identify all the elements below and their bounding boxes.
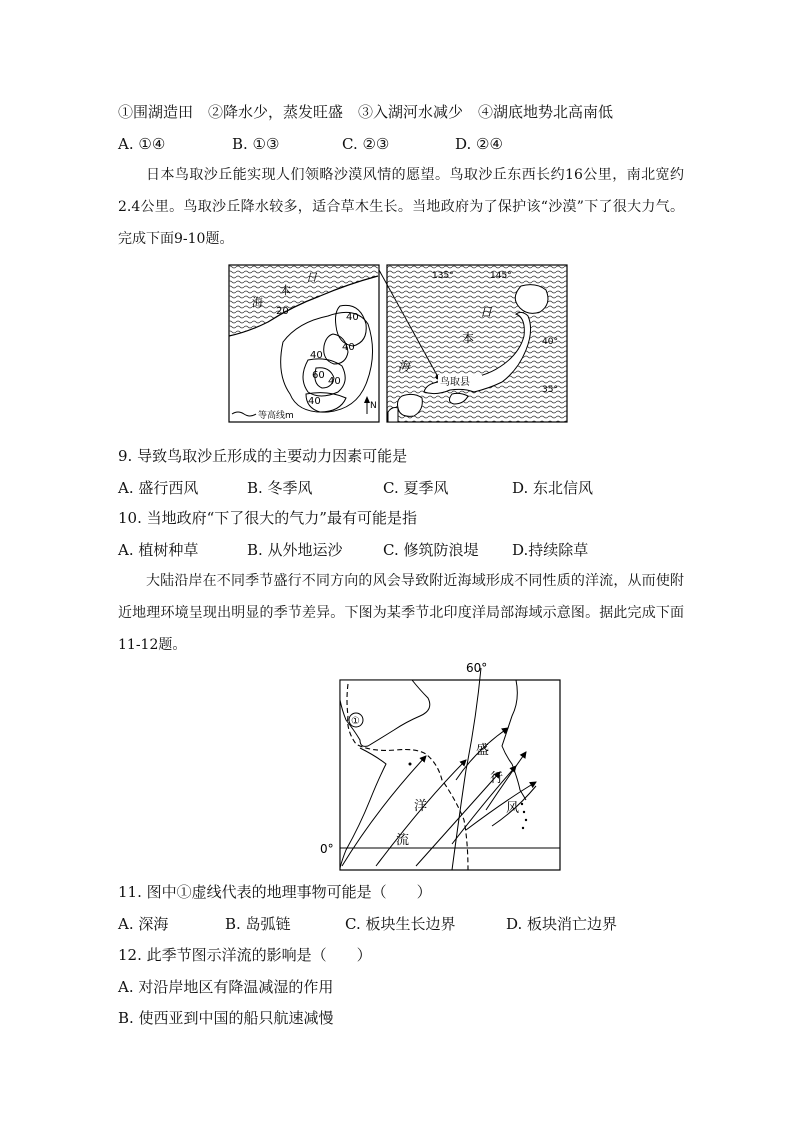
q10-option-d: D.持续除草 — [512, 541, 589, 559]
north-label: N — [370, 401, 377, 411]
island-dot-5 — [409, 763, 412, 766]
lat-label-35: 35° — [542, 385, 558, 395]
q9-option-b: B. 冬季风 — [247, 479, 313, 497]
contour-label-40a: 40 — [346, 312, 359, 323]
lon-label-60: 60° — [466, 661, 488, 675]
contour-label-40b: 40 — [342, 342, 355, 353]
lon-label-145: 145° — [490, 271, 512, 281]
q11-stem: 11. 图中①虚线代表的地理事物可能是（ ） — [118, 883, 432, 901]
tottori-map-figure — [228, 264, 568, 428]
indian-ocean-map — [316, 660, 566, 872]
q9-option-d: D. 东北信风 — [512, 479, 594, 497]
right-sea-label-1: 日 — [480, 305, 493, 319]
tottori-map — [228, 264, 568, 424]
q10-option-c: C. 修筑防浪堤 — [383, 541, 479, 559]
island-dot-1 — [521, 803, 523, 805]
right-sea-label-2: 本 — [462, 331, 475, 345]
q12-stem: 12. 此季节图示洋流的影响是（ ） — [118, 946, 372, 964]
right-sea-label-3: 海 — [398, 359, 411, 373]
lon-label-135: 135° — [432, 271, 454, 281]
q10-stem: 10. 当地政府“下了很大的气力”最有可能是指 — [118, 509, 417, 527]
island-dot-2 — [523, 811, 525, 813]
left-sea-label-1: 日 — [306, 271, 317, 284]
q8-items: ①围湖造田 ②降水少，蒸发旺盛 ③入湖河水减少 ④湖底地势北高南低 — [118, 103, 614, 121]
q11-option-c: C. 板块生长边界 — [345, 915, 456, 933]
q12-option-a: A. 对沿岸地区有降温减湿的作用 — [118, 978, 334, 996]
contour-label-20: 20 — [276, 306, 289, 317]
q8-option-b: B. ①③ — [232, 135, 280, 153]
q9-option-c: C. 夏季风 — [383, 479, 449, 497]
q11-option-a: A. 深海 — [118, 915, 169, 933]
q12-option-b: B. 使西亚到中国的船只航速减慢 — [118, 1009, 334, 1027]
island-dot-4 — [522, 827, 524, 829]
korea-tip-land — [388, 408, 398, 423]
q8-option-d: D. ②④ — [455, 135, 503, 153]
q11-option-d: D. 板块消亡边界 — [506, 915, 618, 933]
lat-label-40: 40° — [542, 337, 558, 347]
wind-label-1: 盛 — [476, 743, 490, 758]
q8-option-a: A. ①④ — [118, 135, 166, 153]
q10-option-a: A. 植树种草 — [118, 541, 199, 559]
passage-tottori: 日本鸟取沙丘能实现人们领略沙漠风情的愿望。鸟取沙丘东西长约16公里，南北宽约2.4公里。鸟取沙丘降水较多，适合草木生长。当地政府为了保护该“沙漠”下了很大力气。完成下面9-10题。 — [118, 167, 684, 247]
wind-label-2: 行 — [490, 771, 504, 786]
q10-option-b: B. 从外地运沙 — [247, 541, 343, 559]
contour-label-40d: 40 — [328, 376, 341, 387]
q9-stem: 9. 导致鸟取沙丘形成的主要动力因素可能是 — [118, 447, 408, 465]
q9-option-a: A. 盛行西风 — [118, 479, 199, 497]
q11-option-b: B. 岛弧链 — [225, 915, 291, 933]
contour-label-40e: 40 — [308, 396, 321, 407]
place-label-tottori: 鸟取县 — [440, 377, 470, 388]
left-sea-label-2: 本 — [280, 284, 291, 297]
marker-1-label: ① — [351, 716, 360, 727]
island-dot-3 — [525, 819, 527, 821]
contour-label-60: 60 — [312, 370, 325, 381]
indian-ocean-map-figure — [316, 660, 566, 876]
left-sea-label-3: 海 — [252, 296, 263, 309]
passage-ocean-current: 大陆沿岸在不同季节盛行不同方向的风会导致附近海域形成不同性质的洋流，从而使附近地理环境呈现出明显的季节差异。下图为某季节北印度洋局部海域示意图。据此完成下面11-12题。 — [118, 573, 684, 653]
current-label-1: 洋 — [414, 799, 428, 814]
q8-option-c: C. ②③ — [342, 135, 390, 153]
current-label-2: 流 — [396, 833, 410, 848]
legend-label: 等高线m — [258, 411, 294, 421]
lat-label-0: 0° — [320, 842, 334, 856]
contour-label-40c: 40 — [310, 350, 323, 361]
wind-label-3: 风 — [506, 801, 520, 816]
